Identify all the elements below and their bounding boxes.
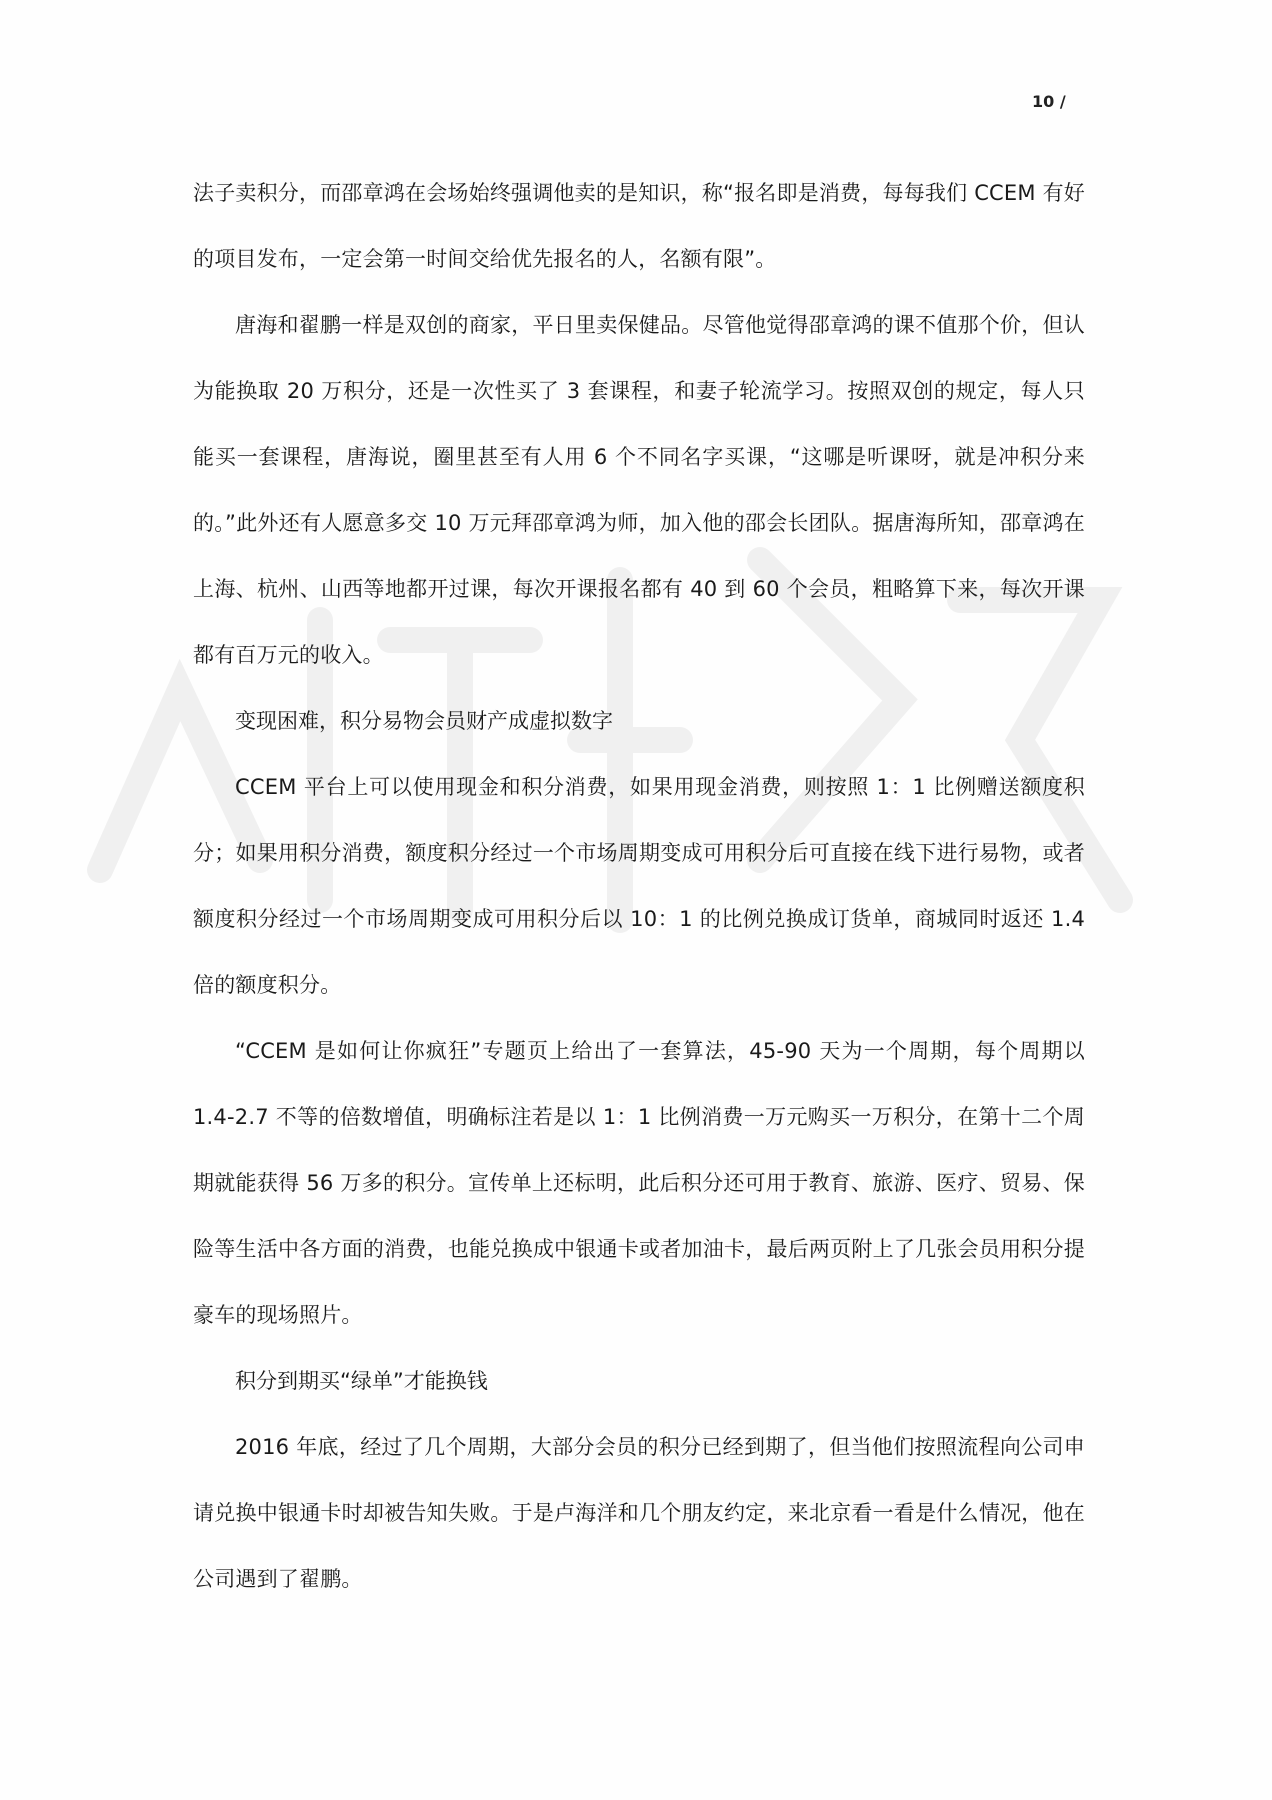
section-heading-2: 积分到期买“绿单”才能换钱	[235, 1369, 488, 1393]
section-heading-1: 变现困难，积分易物会员财产成虚拟数字	[235, 709, 613, 733]
paragraph-continuation: 法子卖积分，而邵章鸿在会场始终强调他卖的是知识，称“报名即是消费，每每我们 CCEM 有好的项目发布，一定会第一时间交给优先报名的人，名额有限”。	[193, 181, 1085, 271]
article-body	[193, 160, 1085, 1612]
page-number: 10 /	[1032, 92, 1066, 111]
paragraph-ccem-algorithm: “CCEM 是如何让你疯狂”专题页上给出了一套算法，45-90 天为一个周期，每个周期以 1.4-2.7 不等的倍数增值，明确标注若是以 1：1 比例消费一万元购买一万积分，在第十二个周期就能获得 56 万多的积分。宣传单上还标明，此后积分还可用于教育、旅游、医疗、贸易、保险等生活中各方面的消费，也能兑换成中银通卡或者加油卡，最后两页附上了几张会员用积分提豪车的现场照片。	[193, 1039, 1085, 1327]
paragraph-2016: 2016 年底，经过了几个周期，大部分会员的积分已经到期了，但当他们按照流程向公司申请兑换中银通卡时却被告知失败。于是卢海洋和几个朋友约定，来北京看一看是什么情况，他在公司遇到了翟鹏。	[193, 1435, 1085, 1591]
paragraph-ccem-platform: CCEM 平台上可以使用现金和积分消费，如果用现金消费，则按照 1：1 比例赠送额度积分；如果用积分消费，额度积分经过一个市场周期变成可用积分后可直接在线下进行易物，或者额度积分经过一个市场周期变成可用积分后以 10：1 的比例兑换成订货单，商城同时返还 1.4 倍的额度积分。	[193, 775, 1085, 997]
paragraph-tanghai: 唐海和翟鹏一样是双创的商家，平日里卖保健品。尽管他觉得邵章鸿的课不值那个价，但认为能换取 20 万积分，还是一次性买了 3 套课程，和妻子轮流学习。按照双创的规定，每人只能买一套课程，唐海说，圈里甚至有人用 6 个不同名字买课，“这哪是听课呀，就是冲积分来的。”此外还有人愿意多交 10 万元拜邵章鸿为师，加入他的邵会长团队。据唐海所知，邵章鸿在上海、杭州、山西等地都开过课，每次开课报名都有 40 到 60 个会员，粗略算下来，每次开课都有百万元的收入。	[193, 313, 1085, 667]
